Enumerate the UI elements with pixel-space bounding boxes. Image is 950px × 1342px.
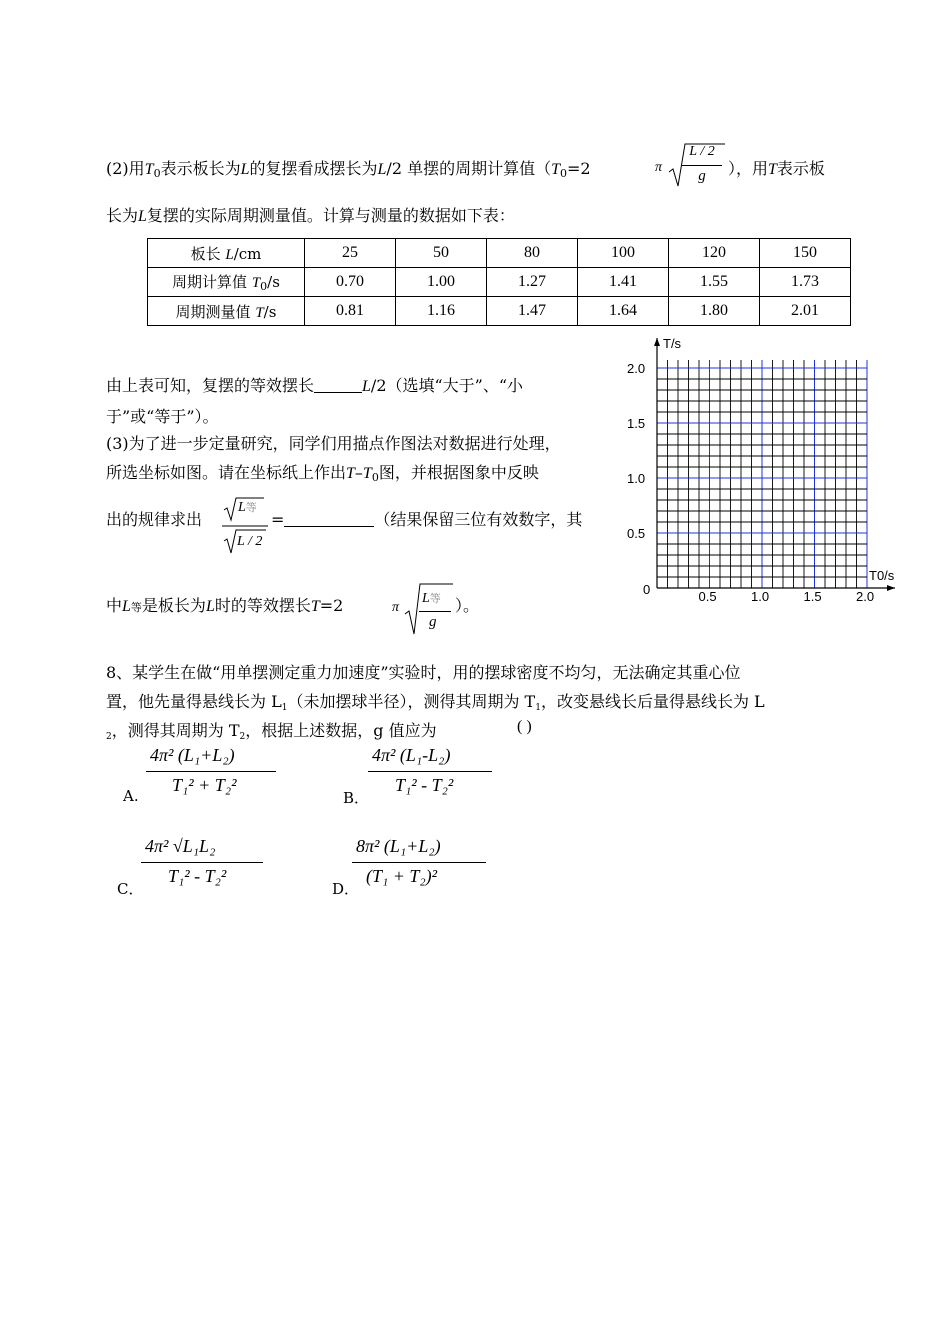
answer-paren[interactable]: ( ) bbox=[517, 718, 532, 735]
table-row bbox=[148, 297, 851, 326]
q7-line-a: 由上表可知，复摆的等效摆长 L/2（选填“大于”、“小 bbox=[106, 376, 524, 395]
x-tick-label: 2.0 bbox=[856, 589, 875, 604]
graph-paper-chart bbox=[620, 338, 910, 610]
table-cell: 1.73 bbox=[760, 268, 851, 297]
q7-line-1: (2)用$T_0$表示板长为L的复摆看成摆长为L/2 单摆的周期计算值（$T_0=2$ bbox=[106, 159, 591, 180]
q7-line-e-end: = （结果保留三位有效数字，其 bbox=[271, 510, 583, 529]
answer-blank[interactable] bbox=[314, 376, 362, 393]
y-tick-label: 1.0 bbox=[627, 471, 646, 486]
table-cell: 1.64 bbox=[578, 297, 669, 326]
q8-line-1: 8、某学生在做“用单摆测定重力加速度”实验时，用的摆球密度不均匀，无法确定其重心位 bbox=[106, 663, 741, 682]
y-tick-label: 1.5 bbox=[627, 416, 646, 431]
option-d-label[interactable]: D． bbox=[332, 880, 360, 898]
table-cell: 1.55 bbox=[669, 268, 760, 297]
option-a-denominator: T₁² + T₂² bbox=[172, 775, 237, 795]
x-tick-label: 1.5 bbox=[803, 589, 822, 604]
option-a-numerator: 4π² (L₁+L₂) bbox=[150, 745, 235, 765]
option-d-numerator: 8π² (L₁+L₂) bbox=[356, 836, 441, 856]
table-cell: 100 bbox=[578, 239, 669, 268]
table-cell: 120 bbox=[669, 239, 760, 268]
row-label: 周期计算值 $T_0/s$ bbox=[148, 268, 305, 297]
table-cell: 2.01 bbox=[760, 297, 851, 326]
formula-denominator: g bbox=[698, 168, 706, 184]
option-c-fraction-bar bbox=[141, 862, 263, 863]
leq-denominator: L / 2 bbox=[237, 534, 263, 549]
table-cell: 1.80 bbox=[669, 297, 760, 326]
q8-line-2: 置，他先量得悬线长为 $L_1$（未加摆球半径），测得其周期为 $T_1$，改变悬线长后量得悬线长为 L bbox=[106, 692, 765, 713]
y-tick-label: 2.0 bbox=[627, 361, 646, 376]
table-cell: 0.70 bbox=[305, 268, 396, 297]
option-b-fraction-bar bbox=[368, 771, 492, 772]
table-cell: 1.47 bbox=[487, 297, 578, 326]
option-b-numerator: 4π² (L₁-L₂) bbox=[372, 745, 451, 765]
leq-fraction-den: g bbox=[429, 614, 437, 630]
q7-line-e-start: 出的规律求出 bbox=[106, 510, 203, 529]
answer-blank[interactable] bbox=[284, 510, 374, 527]
option-a-fraction-bar bbox=[146, 771, 276, 772]
leq-numerator: L等 bbox=[238, 500, 257, 515]
table-row bbox=[148, 268, 851, 297]
q7-line-d: 所选坐标如图。请在坐标纸上作出$T-T_0$图，并根据图象中反映 bbox=[106, 463, 539, 484]
q7-line-b: 于”或“等于”）。 bbox=[106, 407, 219, 426]
table-cell: 25 bbox=[305, 239, 396, 268]
table-cell: 1.27 bbox=[487, 268, 578, 297]
q8-line-3: $_2$，测得其周期为 $T_2$，根据上述数据，g 值应为 bbox=[106, 721, 437, 742]
formula-fraction-bar bbox=[419, 611, 451, 612]
y-tick-label: 0.5 bbox=[627, 526, 646, 541]
data-table bbox=[147, 238, 851, 326]
q7-line-f: 中L等是板长为L时的等效摆长T=2 bbox=[106, 596, 344, 615]
formula-fraction-bar bbox=[682, 165, 722, 166]
table-row bbox=[148, 239, 851, 268]
row-label: 板长 L/cm bbox=[148, 239, 305, 268]
table-cell: 1.16 bbox=[396, 297, 487, 326]
table-cell: 50 bbox=[396, 239, 487, 268]
option-c-denominator: T₁² - T₂² bbox=[168, 866, 227, 886]
q7-line-1-end: ），用T表示板 bbox=[728, 159, 825, 178]
x-tick-label: 1.0 bbox=[751, 589, 770, 604]
option-d-fraction-bar bbox=[352, 862, 486, 863]
pi-symbol: π bbox=[655, 160, 663, 175]
leq-fraction-num: L等 bbox=[422, 591, 441, 606]
option-b-denominator: T₁² - T₂² bbox=[395, 775, 454, 795]
y-axis-arrow-icon bbox=[654, 338, 660, 346]
table-cell: 150 bbox=[760, 239, 851, 268]
option-a-label[interactable]: A. bbox=[123, 787, 139, 805]
option-d-denominator: (T₁ + T₂)² bbox=[366, 866, 438, 886]
table-cell: 1.41 bbox=[578, 268, 669, 297]
option-c-numerator: 4π² √L₁L₂ bbox=[145, 836, 216, 856]
formula-numerator: L / 2 bbox=[689, 144, 715, 159]
x-axis-arrow-icon bbox=[887, 585, 895, 591]
x-axis-label: T0/s bbox=[869, 568, 895, 583]
option-b-label[interactable]: B． bbox=[343, 789, 370, 807]
table-cell: 0.81 bbox=[305, 297, 396, 326]
table-cell: 1.00 bbox=[396, 268, 487, 297]
q7-line-2: 长为L复摆的实际周期测量值。计算与测量的数据如下表： bbox=[106, 206, 515, 225]
origin-label: 0 bbox=[643, 582, 651, 597]
x-tick-label: 0.5 bbox=[698, 589, 717, 604]
pi-symbol: π bbox=[392, 600, 400, 615]
q7-line-c: (3)为了进一步定量研究，同学们用描点作图法对数据进行处理， bbox=[106, 434, 561, 453]
y-axis-label: T/s bbox=[663, 338, 682, 351]
table-cell: 80 bbox=[487, 239, 578, 268]
q7-line-f-end: ）。 bbox=[455, 596, 480, 615]
row-label: 周期测量值 T/s bbox=[148, 297, 305, 326]
option-c-label[interactable]: C． bbox=[117, 880, 144, 898]
